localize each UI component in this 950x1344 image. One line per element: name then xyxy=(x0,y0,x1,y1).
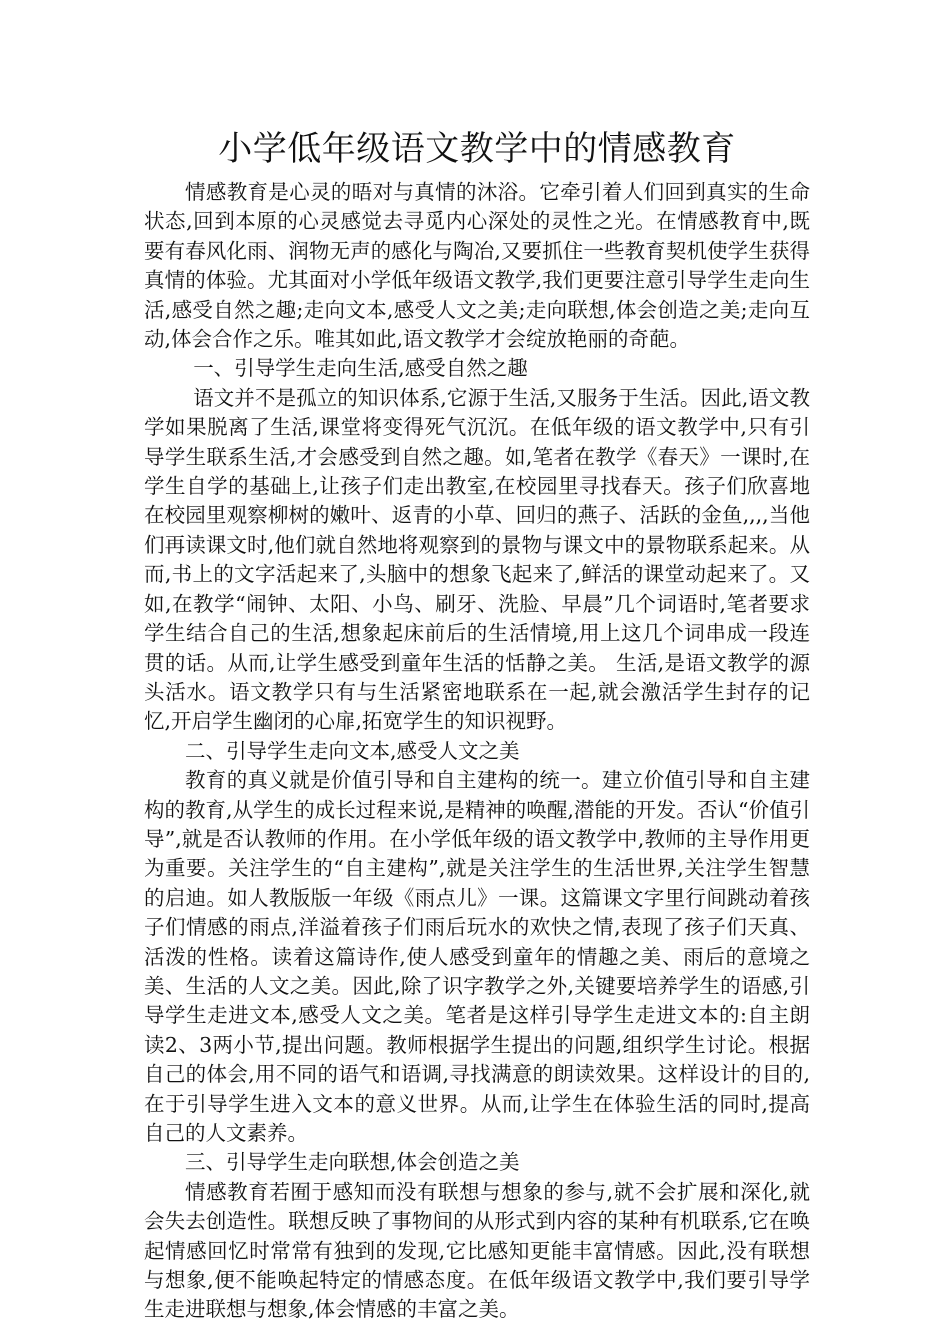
section-1-body: 语文并不是孤立的知识体系,它源于生活,又服务于生活。因此,语文教学如果脱离了生活,课堂将变得死气沉沉。在低年级的语文教学中,只有引导学生联系生活,才会感受到自然之趣。如,笔者在教学《春天》一课时,在学生自学的基础上,让孩子们走出教室,在校园里寻找春天。孩子们欣喜地在校园里观察柳树的嫩叶、返青的小草、回归的燕子、活跃的金鱼,,,,当他们再读课文时,他们就自然地将观察到的景物与课文中的景物联系起来。从而,书上的文字活起来了,头脑中的想象飞起来了,鲜活的课堂动起来了。又如,在教学“闹钟、太阳、小鸟、刷牙、洗脸、早晨”几个词语时,笔者要求学生结合自己的生活,想象起床前后的生活情境,用上这几个词串成一段连贯的话。从而,让学生感受到童年生活的恬静之美。 生活,是语文教学的源头活水。语文教学只有与生活紧密地联系在一起,就会激活学生封存的记忆,开启学生幽闭的心扉,拓宽学生的知识视野。 xyxy=(144,385,810,734)
section-3-body: 情感教育若囿于感知而没有联想与想象的参与,就不会扩展和深化,就会失去创造性。联想反映了事物间的从形式到内容的某种有机联系,它在唤起情感回忆时常常有独到的发现,它比感知更能丰富情感。因此,没有联想与想象,便不能唤起特定的情感态度。在低年级语文教学中,我们要引导学生走进联想与想象,体会情感的丰富之美。 xyxy=(144,1179,810,1322)
section-2-body: 教育的真义就是价值引导和自主建构的统一。建立价值引导和自主建构的教育,从学生的成长过程来说,是精神的唤醒,潜能的开发。否认“价值引导”,就是否认教师的作用。在小学低年级的语文教学中,教师的主导作用更为重要。关注学生的“自主建构”,就是关注学生的生活世界,关注学生智慧的启迪。如人教版版一年级《雨点儿》一课。这篇课文字里行间跳动着孩子们情感的雨点,洋溢着孩子们雨后玩水的欢快之情,表现了孩子们天真、活泼的性格。读着这篇诗作,使人感受到童年的情趣之美、雨后的意境之美、生活的人文之美。因此,除了识字教学之外,关键要培养学生的语感,引导学生走进文本,感受人文之美。笔者是这样引导学生走进文本的:自主朗读2、3两小节,提出问题。教师根据学生提出的问题,组织学生讨论。根据自己的体会,用不同的语气和语调,寻找满意的朗读效果。这样设计的目的,在于引导学生进入文本的意义世界。从而,让学生在体验生活的同时,提高自己的人文素养。 xyxy=(144,768,810,1145)
section-2-heading: 二、引导学生走向文本,感受人文之美 xyxy=(185,738,520,763)
document-page xyxy=(144,126,810,1325)
section-3-heading: 三、引导学生走向联想,体会创造之美 xyxy=(185,1150,520,1175)
intro-paragraph: 情感教育是心灵的晤对与真情的沐浴。它牵引着人们回到真实的生命状态,回到本原的心灵感觉去寻觅内心深处的灵性之光。在情感教育中,既要有春风化雨、润物无声的感化与陶冶,又要抓住一些教育契机使学生获得真情的体验。尤其面对小学低年级语文教学,我们更要注意引导学生走向生活,感受自然之趣;走向文本,感受人文之美;走向联想,体会创造之美;走向互动,体会合作之乐。唯其如此,语文教学才会绽放艳丽的奇葩。 xyxy=(144,180,810,352)
document-title: 小学低年级语文教学中的情感教育 xyxy=(218,129,736,169)
section-1-heading: 一、引导学生走向生活,感受自然之趣 xyxy=(193,356,528,381)
